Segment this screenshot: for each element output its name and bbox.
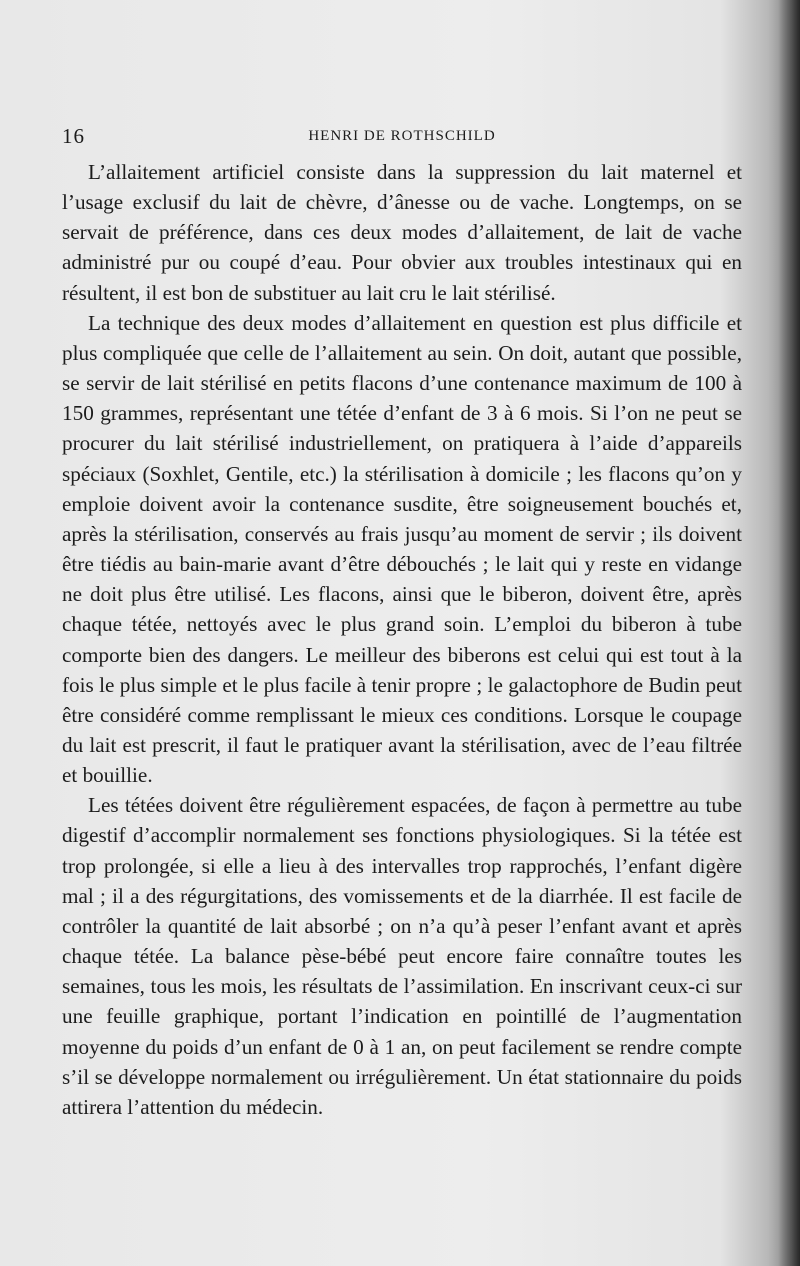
paragraph: Les tétées doivent être régulièrement espacées, de façon à permettre au tube digestif d’accomplir normalement ses fonctions physiologiques. Si la tétée est trop prolongée, si elle a lieu à des intervalles trop rapprochés, l’enfant digère mal ; il a des régurgitations, des vomissements et de la diarrhée. Il est facile de contrôler la quantité de lait absorbé ; on n’a qu’à peser l’enfant avant et après chaque tétée. La balance pèse-bébé peut encore faire connaître toutes les semaines, tous les mois, les résultats de l’assimilation. En inscrivant ceux-ci sur une feuille graphique, portant l’indication en pointillé de l’augmentation moyenne du poids d’un enfant de 0 à 1 an, on peut facilement se rendre compte s’il se développe normalement ou irrégulièrement. Un état stationnaire du poids attirera l’attention du médecin.: [62, 793, 742, 1119]
body-text: [62, 157, 742, 1122]
paragraph: La technique des deux modes d’allaitement en question est plus difficile et plus compliquée que celle de l’allaitement au sein. On doit, autant que possible, se servir de lait stérilisé en petits flacons d’une contenance maximum de 100 à 150 grammes, représentant une tétée d’enfant de 3 à 6 mois. Si l’on ne peut se procurer du lait stérilisé industriellement, on pratiquera à l’aide d’appareils spéciaux (Soxhlet, Gentile, etc.) la stérilisation à domicile ; les flacons qu’on y emploie doivent avoir la contenance susdite, être soigneusement bouchés et, après la stérilisation, conservés au frais jusqu’au moment de servir ; ils doivent être tiédis au bain-marie avant d’être débouchés ; le lait qui y reste en vidange ne doit plus être utilisé. Les flacons, ainsi que le biberon, doivent être, après chaque tétée, nettoyés avec le plus grand soin. L’emploi du biberon à tube comporte bien des dangers. Le meilleur des biberons est celui qui est tout à la fois le plus simple et le plus facile à tenir propre ; le galactophore de Budin peut être considéré comme remplissant le mieux ces conditions. Lorsque le coupage du lait est prescrit, il faut le pratiquer avant la stérilisation, avec de l’eau filtrée et bouillie.: [62, 310, 742, 788]
running-head: HENRI DE ROTHSCHILD: [308, 128, 496, 144]
page-gutter-shadow: [778, 0, 800, 1266]
paragraph: L’allaitement artificiel consiste dans la suppression du lait maternel et l’usage exclusif du lait de chèvre, d’ânesse ou de vache. Longtemps, on se servait de préférence, dans ces deux modes d’allaitement, de lait de vache administré pur ou coupé d’eau. Pour obvier aux troubles intestinaux qui en résultent, il est bon de substituer au lait cru le lait stérilisé.: [62, 160, 742, 305]
page-number: 16: [62, 124, 85, 148]
page-header: [62, 124, 742, 148]
